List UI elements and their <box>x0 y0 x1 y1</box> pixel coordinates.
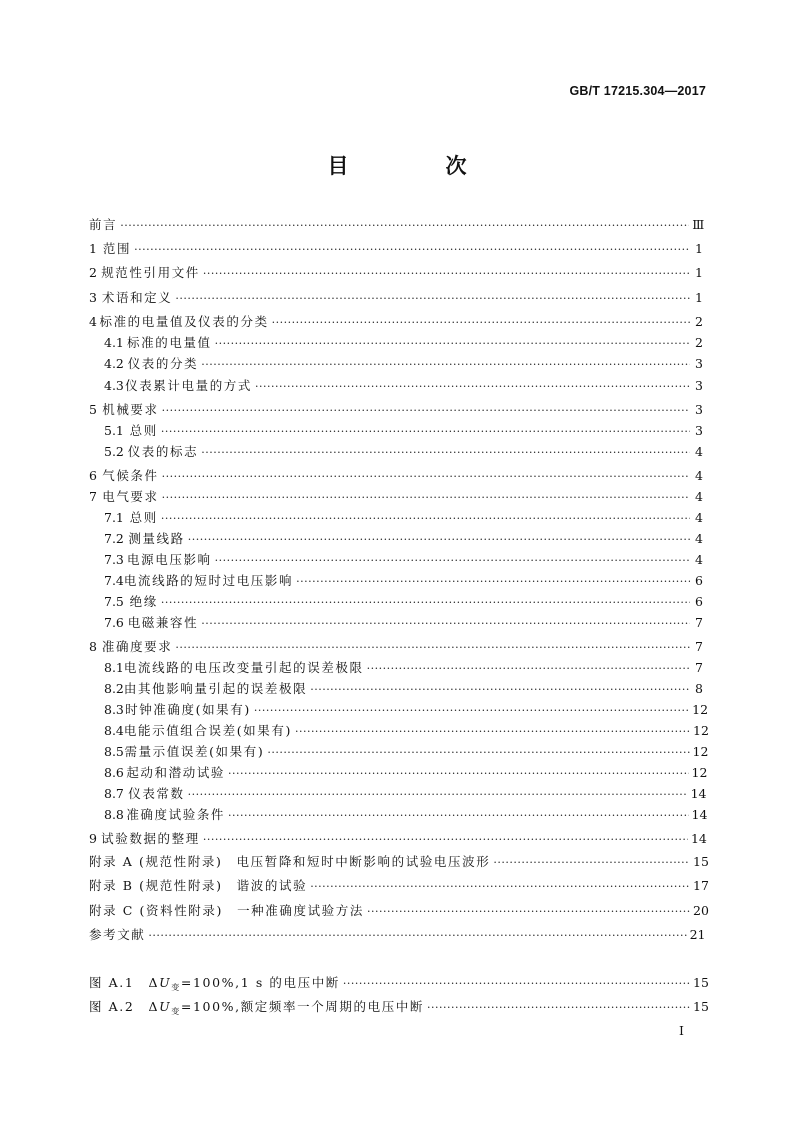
leader-dots <box>493 854 690 872</box>
toc-label: 参考文献 <box>89 927 146 942</box>
toc-number: 3 <box>89 290 97 305</box>
standard-number: GB/T 17215.304—2017 <box>569 84 706 98</box>
toc-label: 总则 <box>129 423 158 438</box>
toc-entry-2[interactable] <box>89 264 703 282</box>
leader-dots <box>228 807 689 825</box>
toc-page: 14 <box>691 807 708 822</box>
toc-entry-8-3[interactable] <box>89 701 709 719</box>
figure-subscript: 变 <box>171 1007 181 1016</box>
toc-entry-7-5[interactable] <box>89 593 703 611</box>
leader-dots <box>215 335 690 353</box>
toc-entry-8-5[interactable] <box>89 743 709 761</box>
toc-entry-appendix-a[interactable] <box>89 853 709 871</box>
toc-entry-1[interactable] <box>89 240 703 258</box>
toc-entry-7-6[interactable] <box>89 614 703 632</box>
toc-label: 术语和定义 <box>101 290 173 305</box>
leader-dots <box>161 510 690 528</box>
toc-entry-4[interactable] <box>89 313 703 331</box>
toc-entry-7-2[interactable] <box>89 530 703 548</box>
toc-label: 电流线路的电压改变量引起的误差极限 <box>123 660 364 675</box>
toc-entry-3[interactable] <box>89 289 703 307</box>
toc-page: 6 <box>695 594 703 609</box>
toc-page: 15 <box>693 975 709 990</box>
toc-number: 8.4 <box>104 723 124 738</box>
toc-number: 8.6 <box>104 765 124 780</box>
toc-label: 前言 <box>89 217 118 232</box>
toc-number: 7.5 <box>104 594 124 609</box>
figure-variable: U <box>159 999 172 1014</box>
leader-dots <box>228 765 689 783</box>
toc-page: 4 <box>695 489 703 504</box>
toc-label: 绝缘 <box>129 594 158 609</box>
toc-entry-appendix-c[interactable] <box>89 902 709 920</box>
toc-number: 5 <box>89 402 97 417</box>
toc-page: 7 <box>695 660 703 675</box>
toc-number: 7.6 <box>104 615 124 630</box>
toc-label: 电磁兼容性 <box>127 615 199 630</box>
figure-entry-a1[interactable] <box>89 974 709 992</box>
toc-number: 8.7 <box>104 786 124 801</box>
toc-number: 4.2 <box>104 356 124 371</box>
toc-page: 12 <box>691 765 708 780</box>
figure-label <box>89 998 424 1018</box>
figure-variable: U <box>159 975 172 990</box>
leader-dots <box>201 615 690 633</box>
toc-page: 3 <box>695 402 703 417</box>
toc-label: 电气要求 <box>102 489 159 504</box>
toc-label: 仪表的标志 <box>127 444 199 459</box>
toc-page: 21 <box>689 927 706 942</box>
toc-number: 5.2 <box>104 444 124 459</box>
toc-label: 时钟准确度(如果有) <box>125 702 251 717</box>
leader-dots <box>148 927 686 945</box>
leader-dots <box>310 878 690 896</box>
toc-page: 4 <box>695 444 703 459</box>
toc-page: 1 <box>695 290 703 305</box>
toc-entry-references[interactable] <box>89 926 706 944</box>
toc-entry-9[interactable] <box>89 830 707 848</box>
toc-number: 4 <box>89 314 97 329</box>
page-number: I <box>679 1023 684 1038</box>
toc-page: 15 <box>693 854 709 869</box>
toc-entry-8[interactable] <box>89 638 703 656</box>
toc-page: 4 <box>695 510 703 525</box>
page-title: 目 次 <box>327 154 505 178</box>
toc-page: 3 <box>695 356 703 371</box>
toc-entry-7[interactable] <box>89 488 703 506</box>
toc-number: 7.1 <box>104 510 124 525</box>
toc-label: 电源电压影响 <box>127 552 212 567</box>
toc-number: 9 <box>89 831 97 846</box>
toc-label: 总则 <box>129 510 158 525</box>
leader-dots <box>201 356 690 374</box>
figure-prefix: 图 A.2 Δ <box>89 999 160 1014</box>
toc-label: 附录 B (规范性附录) 谐波的试验 <box>89 878 308 893</box>
toc-label: 气候条件 <box>102 468 159 483</box>
leader-dots <box>162 402 690 420</box>
toc-label: 标准的电量值及仪表的分类 <box>99 314 269 329</box>
toc-page: 12 <box>693 723 709 738</box>
leader-dots <box>343 975 690 993</box>
leader-dots <box>120 217 689 235</box>
figure-label <box>89 974 340 994</box>
toc-page: 4 <box>695 531 703 546</box>
toc-page: 14 <box>690 831 707 846</box>
toc-page: 6 <box>695 573 703 588</box>
toc-label: 附录 A (规范性附录) 电压暂降和短时中断影响的试验电压波形 <box>89 854 491 869</box>
leader-dots <box>175 639 690 657</box>
toc-entry-5[interactable] <box>89 401 703 419</box>
toc-page: 17 <box>693 878 709 893</box>
toc-label: 标准的电量值 <box>127 335 212 350</box>
toc-number: 8.8 <box>104 807 124 822</box>
toc-page: 14 <box>690 786 707 801</box>
toc-entry-8-6[interactable] <box>89 764 708 782</box>
toc-entry-6[interactable] <box>89 467 703 485</box>
leader-dots <box>203 831 688 849</box>
toc-page: 15 <box>693 999 709 1014</box>
toc-page: 12 <box>692 702 709 717</box>
toc-entry-appendix-b[interactable] <box>89 877 709 895</box>
toc-label: 电流线路的短时过电压影响 <box>123 573 294 588</box>
toc-page: 1 <box>695 241 703 256</box>
leader-dots <box>272 314 690 332</box>
toc-number: 7.4 <box>104 573 124 588</box>
leader-dots <box>162 468 690 486</box>
leader-dots <box>175 290 690 308</box>
toc-entry-5-1[interactable] <box>89 422 703 440</box>
toc-number: 8.5 <box>104 744 124 759</box>
toc-entry-5-2[interactable] <box>89 443 703 461</box>
figure-caption: =100%,额定频率一个周期的电压中断 <box>180 999 424 1014</box>
toc-page: 12 <box>692 744 709 759</box>
toc-page: 8 <box>695 681 703 696</box>
toc-label: 试验数据的整理 <box>101 831 200 846</box>
toc-label: 范围 <box>102 241 132 256</box>
toc-number: 1 <box>89 241 97 256</box>
leader-dots <box>367 660 690 678</box>
toc-number: 7.3 <box>104 552 124 567</box>
leader-dots <box>310 681 690 699</box>
toc-page: Ⅲ <box>692 217 705 232</box>
figure-caption: =100%,1 s 的电压中断 <box>180 975 340 990</box>
figure-prefix: 图 A.1 Δ <box>89 975 160 990</box>
leader-dots <box>215 552 690 570</box>
figure-subscript: 变 <box>171 983 181 992</box>
toc-number: 8.2 <box>104 681 124 696</box>
toc-entry-8-1[interactable] <box>89 659 703 677</box>
toc-page: 4 <box>695 552 703 567</box>
toc-label: 准确度要求 <box>101 639 173 654</box>
toc-page: 3 <box>695 423 703 438</box>
leader-dots <box>162 489 690 507</box>
toc-entry-4-2[interactable] <box>89 355 703 373</box>
toc-label: 准确度试验条件 <box>126 807 226 822</box>
toc-label: 测量线路 <box>128 531 185 546</box>
toc-page: 2 <box>695 314 703 329</box>
toc-label: 机械要求 <box>102 402 159 417</box>
leader-dots <box>296 573 690 591</box>
toc-number: 2 <box>89 265 97 280</box>
leader-dots <box>255 378 690 396</box>
toc-entry-8-4[interactable] <box>89 722 709 740</box>
leader-dots <box>427 999 690 1017</box>
toc-label: 仪表累计电量的方式 <box>125 378 252 393</box>
toc-entry-8-2[interactable] <box>89 680 703 698</box>
leader-dots <box>188 786 688 804</box>
toc-number: 7.2 <box>104 531 124 546</box>
toc-label: 规范性引用文件 <box>101 265 200 280</box>
leader-dots <box>161 423 690 441</box>
toc-page: 7 <box>695 639 703 654</box>
toc-label: 附录 C (资料性附录) 一种准确度试验方法 <box>89 903 364 918</box>
toc-label: 需量示值误差(如果有) <box>124 744 265 759</box>
leader-dots <box>134 241 690 259</box>
toc-label: 仪表常数 <box>128 786 185 801</box>
figure-entry-a2[interactable] <box>89 998 709 1016</box>
toc-number: 6 <box>89 468 97 483</box>
toc-entry-foreword[interactable] <box>89 216 703 234</box>
toc-entry-8-8[interactable] <box>89 806 708 824</box>
toc-label: 仪表的分类 <box>127 356 199 371</box>
leader-dots <box>254 702 689 720</box>
toc-entry-7-1[interactable] <box>89 509 703 527</box>
toc-label: 电能示值组合误差(如果有) <box>123 723 292 738</box>
toc-number: 7 <box>89 489 97 504</box>
toc-page: 4 <box>695 468 703 483</box>
toc-number: 5.1 <box>104 423 124 438</box>
toc-page: 7 <box>695 615 703 630</box>
leader-dots <box>161 594 690 612</box>
toc-number: 8.3 <box>104 702 124 717</box>
leader-dots <box>267 744 689 762</box>
toc-page: 3 <box>695 378 703 393</box>
leader-dots <box>295 723 690 741</box>
toc-entry-8-7[interactable] <box>89 785 707 803</box>
toc-number: 4.3 <box>104 378 124 393</box>
leader-dots <box>188 531 690 549</box>
toc-label: 起动和潜动试验 <box>126 765 226 780</box>
toc-label: 由其他影响量引起的误差极限 <box>123 681 308 696</box>
leader-dots <box>367 903 690 921</box>
toc-entry-7-3[interactable] <box>89 551 703 569</box>
toc-entry-4-3[interactable] <box>89 377 703 395</box>
leader-dots <box>203 265 690 283</box>
toc-entry-4-1[interactable] <box>89 334 703 352</box>
toc-page: 2 <box>695 335 703 350</box>
toc-number: 8 <box>89 639 97 654</box>
toc-number: 4.1 <box>104 335 124 350</box>
toc-entry-7-4[interactable] <box>89 572 703 590</box>
leader-dots <box>201 444 690 462</box>
toc-number: 8.1 <box>104 660 124 675</box>
toc-page: 1 <box>695 265 703 280</box>
toc-page: 20 <box>693 903 709 918</box>
